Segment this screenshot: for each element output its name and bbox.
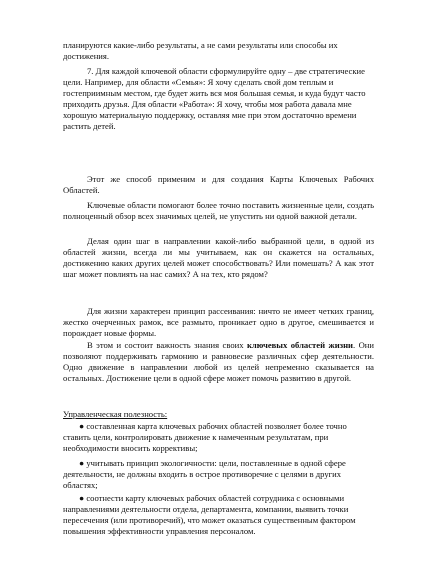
usefulness-heading: Управленческая полезность: — [63, 409, 168, 419]
map-paragraph: Этот же способ применим и для создания Карты Ключевых Рабочих Областей. — [63, 174, 374, 195]
dispersion-paragraph: Для жизни характерен принцип рассеивания: ничто не имеет четких границ, жестко очерченных рамок, все размыто, проникает одно в другое, смешивается и порождает новые формы. — [63, 306, 374, 338]
importance-text-start: В этом и состоит важность знания своих — [87, 340, 247, 350]
key-areas-bold-term: ключевых областей жизни — [246, 340, 353, 350]
key-areas-paragraph: Ключевые области помогают более точно поставить жизненные цели, создать полноценный обзор всех значимых целей, не упустить ни одной важной детали. — [63, 200, 374, 221]
importance-text-end: . Они позволяют поддерживать гармонию и равновесие различных сфер деятельности. Одно движение в направлении любой из целей непременно сказывается на остальных. Достижение цели в одной сфере может помочь развитию в другой. — [63, 340, 374, 383]
usefulness-item: ● соотнести карту ключевых рабочих областей сотрудника с основными направлениями деятельности отдела, департамента, компании, выявить точки пересечения (или противоречий), что может оказаться существенным фактором повышения эффективности управления персоналом. — [63, 493, 356, 536]
step-question-paragraph: Делая один шаг в направлении какой-либо выбранной цели, в одной из областей жизни, всегда ли мы учитываем, как он скажется на остальных, достижению каких других целей может способствовать? Или помешать? А как этот шаг может повлиять на нас самих? А на тех, кто рядом? — [63, 236, 374, 279]
usefulness-item: ● составленная карта ключевых рабочих областей позволяет более точно ставить цели, контролировать движение к намеченным результатам, при необходимости вносить коррективы; — [63, 421, 347, 453]
importance-paragraph — [63, 340, 374, 384]
intro-paragraph: планируются какие-либо результаты, а не сами результаты или способы их достижения. — [63, 40, 338, 61]
step-7-paragraph: 7. Для каждой ключевой области сформулируйте одну – две стратегические цели. Например, для области «Семья»: Я хочу сделать свой дом теплым и гостеприимным местом, где будет жить вся моя большая семья, и куда будут часто приходить друзья. Для области «Работа»: Я хочу, чтобы моя работа давала мне хорошую материальную поддержку, оставляя мне при этом достаточно времени растить детей. — [63, 66, 366, 131]
usefulness-item: ● учитывать принцип экологичности: цели, поставленные в одной сфере деятельности, не должны входить в острое противоречие с целями в других областях; — [63, 458, 346, 490]
